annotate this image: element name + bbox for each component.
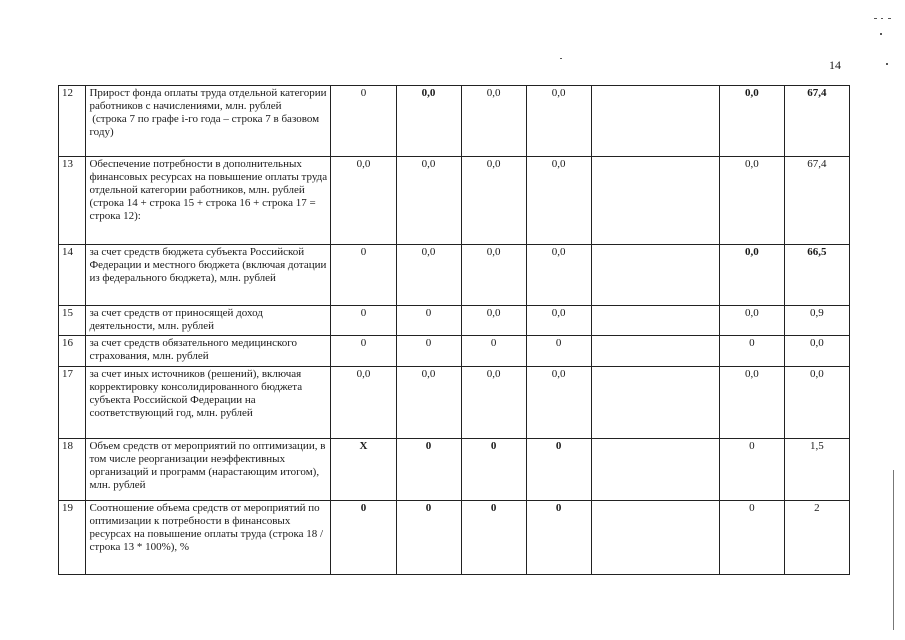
row-number: 14 bbox=[59, 245, 86, 306]
value-cell: 0 bbox=[461, 439, 526, 501]
value-cell: 0,0 bbox=[461, 245, 526, 306]
value-cell bbox=[591, 336, 719, 367]
row-number: 19 bbox=[59, 501, 86, 575]
table-row bbox=[59, 336, 850, 367]
value-cell: 0 bbox=[331, 245, 396, 306]
row-description: Соотношение объема средств от мероприятий по оптимизации к потребности в финансовых ресурсах на повышение оплаты труда (строка 18 / строка 13 * 100%), % bbox=[86, 501, 331, 575]
value-cell: 0,0 bbox=[526, 86, 591, 157]
table-row bbox=[59, 306, 850, 336]
page-number: 14 bbox=[829, 58, 841, 72]
table-row bbox=[59, 245, 850, 306]
row-description: Объем средств от мероприятий по оптимизации, в том числе реорганизации неэффективных организаций и программ (нарастающим итогом), млн. рублей bbox=[86, 439, 331, 501]
table-row bbox=[59, 86, 850, 157]
value-cell: 0 bbox=[396, 336, 461, 367]
value-cell bbox=[591, 157, 719, 245]
value-cell: 0,0 bbox=[526, 367, 591, 439]
value-cell: 0,0 bbox=[461, 306, 526, 336]
value-cell: 0,0 bbox=[719, 306, 784, 336]
value-cell: 0,0 bbox=[396, 86, 461, 157]
row-description: Обеспечение потребности в дополнительных финансовых ресурсах на повышение оплаты труда отдельной категории работников, млн. рублей (строка 14 + строка 15 + строка 16 + строка 17 = строка 12): bbox=[86, 157, 331, 245]
value-cell bbox=[591, 439, 719, 501]
value-cell: 0,0 bbox=[719, 86, 784, 157]
value-cell: 0 bbox=[331, 336, 396, 367]
value-cell: 0 bbox=[331, 306, 396, 336]
value-cell: 0 bbox=[719, 501, 784, 575]
value-cell: 0,0 bbox=[719, 245, 784, 306]
value-cell: 0,0 bbox=[784, 367, 849, 439]
value-cell: 0 bbox=[719, 439, 784, 501]
value-cell: Х bbox=[331, 439, 396, 501]
row-description: за счет средств от приносящей доход деятельности, млн. рублей bbox=[86, 306, 331, 336]
value-cell bbox=[591, 86, 719, 157]
value-cell: 0,0 bbox=[526, 245, 591, 306]
value-cell: 0 bbox=[331, 86, 396, 157]
row-number: 16 bbox=[59, 336, 86, 367]
value-cell: 0,0 bbox=[784, 336, 849, 367]
value-cell: 0,9 bbox=[784, 306, 849, 336]
value-cell: 1,5 bbox=[784, 439, 849, 501]
row-number: 15 bbox=[59, 306, 86, 336]
value-cell: 0 bbox=[331, 501, 396, 575]
value-cell: 0,0 bbox=[526, 157, 591, 245]
value-cell bbox=[591, 306, 719, 336]
data-table bbox=[58, 85, 850, 575]
value-cell: 0 bbox=[396, 439, 461, 501]
value-cell: 0,0 bbox=[461, 367, 526, 439]
value-cell: 0 bbox=[396, 306, 461, 336]
value-cell: 0 bbox=[526, 439, 591, 501]
value-cell: 0,0 bbox=[331, 367, 396, 439]
table-row bbox=[59, 157, 850, 245]
row-number: 13 bbox=[59, 157, 86, 245]
value-cell: 2 bbox=[784, 501, 849, 575]
value-cell bbox=[591, 501, 719, 575]
scan-speck bbox=[880, 33, 882, 35]
value-cell: 0 bbox=[396, 501, 461, 575]
value-cell: 0,0 bbox=[461, 157, 526, 245]
value-cell bbox=[591, 367, 719, 439]
value-cell: 0,0 bbox=[526, 306, 591, 336]
value-cell: 67,4 bbox=[784, 86, 849, 157]
value-cell: 0,0 bbox=[396, 367, 461, 439]
value-cell: 66,5 bbox=[784, 245, 849, 306]
value-cell: 0 bbox=[526, 501, 591, 575]
value-cell: 0 bbox=[526, 336, 591, 367]
table-row bbox=[59, 439, 850, 501]
row-number: 17 bbox=[59, 367, 86, 439]
scan-edge-line bbox=[893, 470, 894, 630]
row-description: за счет средств обязательного медицинского страхования, млн. рублей bbox=[86, 336, 331, 367]
table-row bbox=[59, 501, 850, 575]
row-number: 12 bbox=[59, 86, 86, 157]
table-row bbox=[59, 367, 850, 439]
value-cell: 0,0 bbox=[331, 157, 396, 245]
value-cell: 0,0 bbox=[719, 367, 784, 439]
row-number: 18 bbox=[59, 439, 86, 501]
scan-speck bbox=[888, 18, 891, 19]
scan-speck bbox=[874, 18, 877, 19]
value-cell: 67,4 bbox=[784, 157, 849, 245]
row-description: за счет средств бюджета субъекта Российской Федерации и местного бюджета (включая дотации из федерального бюджета), млн. рублей bbox=[86, 245, 331, 306]
scan-speck bbox=[881, 18, 883, 19]
row-description: за счет иных источников (решений), включая корректировку консолидированного бюджета субъекта Российской Федерации на соответствующий год, млн. рублей bbox=[86, 367, 331, 439]
value-cell: 0,0 bbox=[396, 157, 461, 245]
value-cell: 0,0 bbox=[396, 245, 461, 306]
value-cell: 0 bbox=[719, 336, 784, 367]
value-cell bbox=[591, 245, 719, 306]
scan-speck bbox=[886, 63, 888, 65]
value-cell: 0 bbox=[461, 336, 526, 367]
value-cell: 0,0 bbox=[461, 86, 526, 157]
value-cell: 0,0 bbox=[719, 157, 784, 245]
scan-speck bbox=[560, 58, 562, 59]
value-cell: 0 bbox=[461, 501, 526, 575]
row-description: Прирост фонда оплаты труда отдельной категории работников с начислениями, млн. рублей (строка 7 по графе i-го года – строка 7 в базовом году) bbox=[86, 86, 331, 157]
